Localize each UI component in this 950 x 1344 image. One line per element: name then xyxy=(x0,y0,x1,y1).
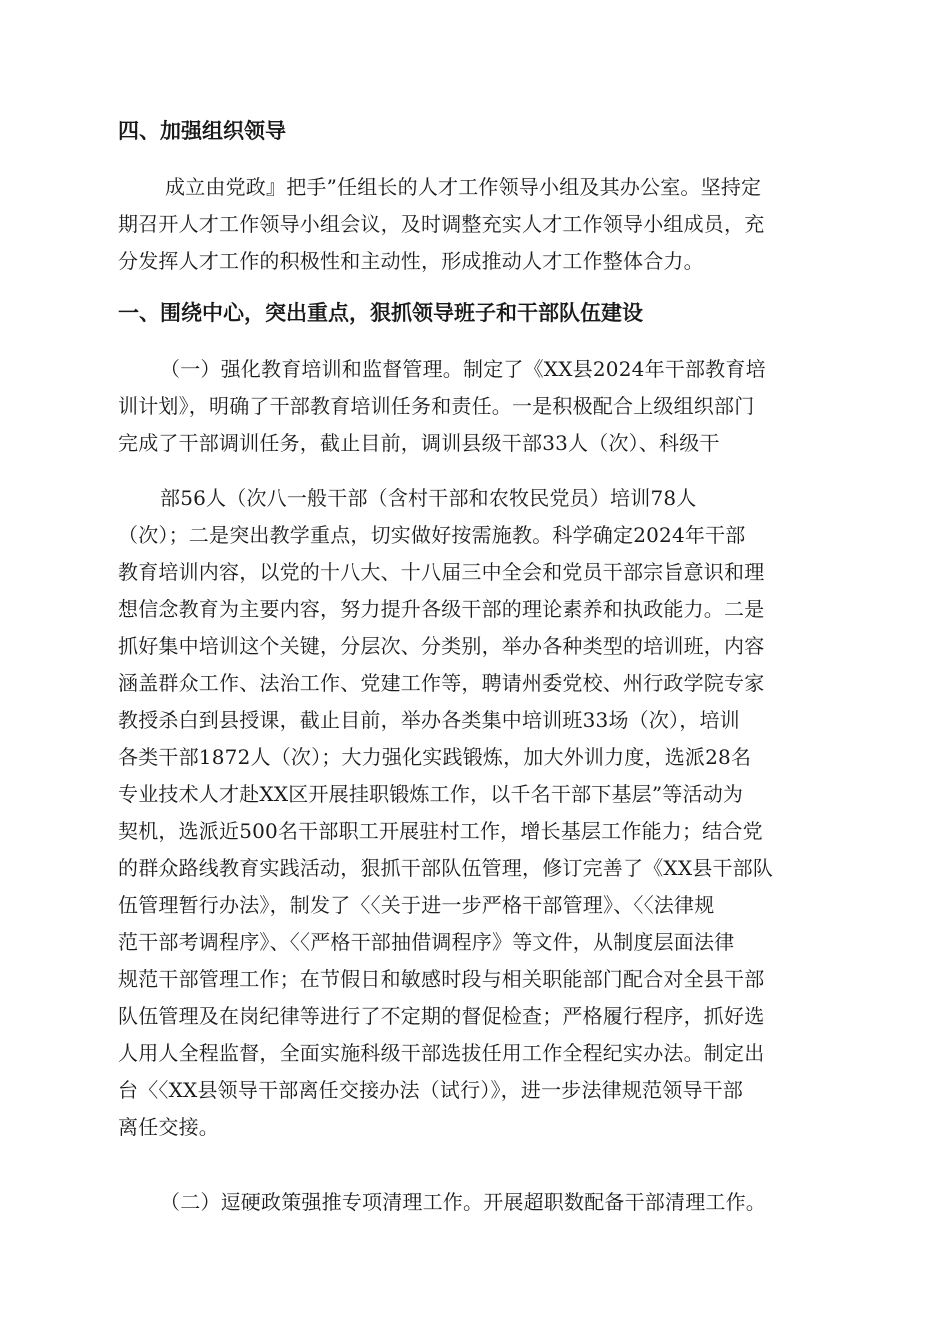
paragraph-line: 契机，选派近500名干部职工开展驻村工作，增长基层工作能力；结合党 xyxy=(118,819,763,843)
paragraph-line: 各类干部1872人（次）；大力强化实践锻炼，加大外训力度，选派28名 xyxy=(118,745,752,769)
paragraph-line: 队伍管理及在岗纪律等进行了不定期的督促检查；严格履行程序，抓好选 xyxy=(118,1004,765,1028)
paragraph-line: 伍管理暂行办法》，制发了〈〈关于进一步严格干部管理》、〈〈法律规 xyxy=(118,893,715,917)
paragraph-line: 训计划》，明确了干部教育培训任务和责任。一是积极配合上级组织部门 xyxy=(118,394,755,418)
paragraph-line: 教授杀白到县授课，截止目前，举办各类集中培训班33场（次），培训 xyxy=(118,708,740,732)
paragraph-line: 的群众路线教育实践活动，狠抓干部队伍管理，修订完善了《XX县干部队 xyxy=(118,856,774,880)
paragraph-line: 专业技术人才赴XX区开展挂职锻炼工作，以千名干部下基层”等活动为 xyxy=(118,782,744,806)
section-heading-cadre-building: 一、围绕中心，突出重点，狠抓领导班子和干部队伍建设 xyxy=(118,301,643,325)
section-heading-organization: 四、加强组织领导 xyxy=(118,119,286,143)
paragraph-line: 离任交接。 xyxy=(118,1115,219,1139)
paragraph-line: 成立由党政』把手”任组长的人才工作领导小组及其办公室。坚持定 xyxy=(165,175,762,199)
paragraph-line: 分发挥人才工作的积极性和主动性，形成推动人才工作整体合力。 xyxy=(118,249,704,273)
paragraph-line: 人用人全程监督，全面实施科级干部选拔任用工作全程纪实办法。制定出 xyxy=(118,1041,765,1065)
paragraph-line: 部56人（次八一般干部（含村干部和农牧民党员）培训78人 xyxy=(160,486,697,510)
paragraph-line: 期召开人才工作领导小组会议，及时调整充实人才工作领导小组成员，充 xyxy=(118,212,765,236)
paragraph-line: （一）强化教育培训和监督管理。制定了《XX县2024年干部教育培 xyxy=(160,357,766,381)
paragraph-line: 教育培训内容，以党的十八大、十八届三中全会和党员干部宗旨意识和理 xyxy=(118,560,765,584)
paragraph-line: 台〈〈XX县领导干部离任交接办法（试行）》，进一步法律规范领导干部 xyxy=(118,1078,744,1102)
paragraph-line: 完成了干部调训任务，截止目前，调训县级干部33人（次）、科级干 xyxy=(118,431,720,455)
paragraph-line: （次）；二是突出教学重点，切实做好按需施教。科学确定2024年干部 xyxy=(118,523,746,547)
paragraph-line: 涵盖群众工作、法治工作、党建工作等，聘请州委党校、州行政学院专家 xyxy=(118,671,765,695)
paragraph-line: 规范干部管理工作；在节假日和敏感时段与相关职能部门配合对全县干部 xyxy=(118,967,765,991)
paragraph-line: （二）逗硬政策强推专项清理工作。开展超职数配备干部清理工作。 xyxy=(160,1190,766,1214)
paragraph-line: 想信念教育为主要内容，努力提升各级干部的理论素养和执政能力。二是 xyxy=(118,597,765,621)
paragraph-line: 抓好集中培训这个关键，分层次、分类别，举办各种类型的培训班，内容 xyxy=(118,634,765,658)
paragraph-line: 范干部考调程序》、〈〈严格干部抽借调程序》等文件，从制度层面法律 xyxy=(118,930,735,954)
